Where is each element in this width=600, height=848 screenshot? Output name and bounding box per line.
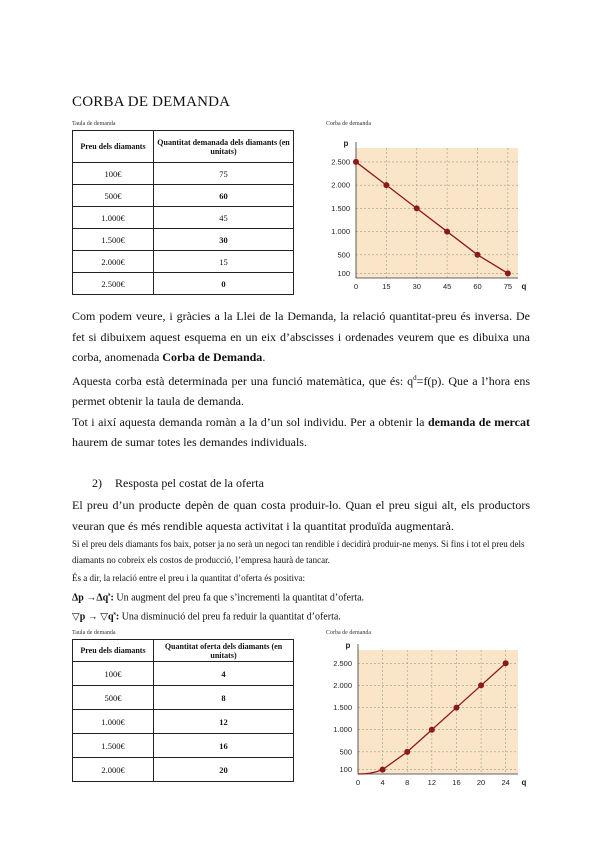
supply-paragraph: El preu d’un producte depèn de quan costa produir-lo. Quan el preu sigui alt, els productors veuran que és més rendible aquesta activitat i la quantitat produïda augmentarà. <box>72 498 530 533</box>
data-point <box>503 660 509 666</box>
decrease-colon: : <box>115 611 120 623</box>
demand-cell-quantity: 75 <box>154 163 294 185</box>
supply-cell-price: 100€ <box>73 662 154 686</box>
y-tick-label: 2.000 <box>333 680 352 690</box>
table-row <box>73 163 294 185</box>
demand-cell-price: 2.500€ <box>73 273 154 295</box>
data-point <box>404 749 410 755</box>
x-tick-label: 16 <box>452 778 461 787</box>
y-tick-label: 1.000 <box>331 227 350 237</box>
demand-curve-term: Corba de Demanda <box>162 350 263 364</box>
x-tick-label: 24 <box>501 778 510 787</box>
data-point <box>475 252 481 258</box>
data-point <box>453 705 459 711</box>
supply-cell-price: 1.500€ <box>73 734 154 758</box>
demand-chart <box>324 132 530 302</box>
data-point <box>478 682 484 688</box>
demand-cell-price: 500€ <box>73 185 154 207</box>
market-demand-term: demanda de mercat <box>427 414 530 429</box>
supply-cell-price: 500€ <box>73 686 154 710</box>
y-axis-label: p <box>345 641 351 650</box>
increase-symbol: Δp →Δq <box>72 592 109 604</box>
demand-cell-price: 1.500€ <box>73 229 154 251</box>
supply-chart <box>322 638 530 794</box>
supply-cell-quantity: 16 <box>154 734 294 758</box>
x-tick-label: 0 <box>355 778 361 787</box>
supply-cell-price: 1.000€ <box>73 710 154 734</box>
section-title: Resposta pel costat de la oferta <box>115 476 264 490</box>
y-tick-label: 2.500 <box>331 157 350 167</box>
x-tick-label: 0 <box>353 282 359 291</box>
demand-header-price: Preu dels diamants <box>73 131 154 163</box>
data-point <box>444 229 450 235</box>
table-row <box>73 207 294 229</box>
y-axis-label: p <box>343 139 349 148</box>
y-tick-label: 100 <box>339 765 352 775</box>
x-tick-label: 45 <box>442 282 452 291</box>
demand-p3-end: haurem de sumar totes les demandes individuals. <box>72 435 307 449</box>
section-number: 2) <box>92 476 102 490</box>
supply-cell-quantity: 4 <box>154 662 294 686</box>
demand-p2-text: Aquesta corba està determinada per una funció matemàtica, que és: q <box>72 373 414 388</box>
demand-cell-price: 2.000€ <box>73 251 154 273</box>
supply-note-1: Si el preu dels diamants fos baix, potser ja no serà un negoci tan rendible i decidirà produir-ne menys. Si fins i tot el preu dels diamants no cobreix els costos de producció, l’empresa haurà de tancar. <box>72 539 525 565</box>
x-tick-label: 60 <box>473 282 482 291</box>
data-point <box>383 182 389 188</box>
supply-rule-decrease <box>72 606 530 625</box>
demand-cell-quantity: 0 <box>154 273 294 295</box>
table-row <box>73 229 294 251</box>
x-tick-label: 30 <box>412 282 421 291</box>
x-tick-label: 8 <box>405 778 410 787</box>
x-tick-label: 20 <box>476 778 486 787</box>
table-row <box>73 251 294 273</box>
demand-p1-end: . <box>262 350 266 364</box>
demand-p2-sup: d <box>413 373 417 382</box>
supply-cell-price: 2.000€ <box>73 758 154 782</box>
demand-paragraph <box>72 306 530 453</box>
demand-p1-text: Com podem veure, i gràcies a la Llei de la Demanda, la relació quantitat-preu és inversa. De fet si dibuixem aquest esquema en un eix d’abscisses i ordenades veurem que es dibuixa una corba, anomenada <box>72 309 530 364</box>
x-axis-label: q <box>521 282 527 291</box>
y-tick-label: 1.500 <box>331 203 350 213</box>
demand-p2-end: =f(p). Que a l’hora ens permet obtenir la taula de demanda. <box>72 373 530 408</box>
x-tick-label: 12 <box>427 778 437 787</box>
page-title: CORBA DE DEMANDA <box>72 94 231 110</box>
supply-header-price: Preu dels diamants <box>73 640 154 662</box>
supply-cell-quantity: 8 <box>154 686 294 710</box>
y-tick-label: 500 <box>337 250 350 260</box>
demand-cell-quantity: 60 <box>154 185 294 207</box>
table-row <box>73 758 294 782</box>
demand-header-quantity: Quantitat demanada dels diamants (en unitats) <box>154 131 294 163</box>
y-tick-label: 500 <box>339 747 352 757</box>
x-tick-label: 4 <box>380 778 385 787</box>
increase-text: Un augment del preu fa que s’incrementi la quantitat d’oferta. <box>113 592 365 604</box>
increase-colon: : <box>110 592 114 604</box>
demand-cell-quantity: 45 <box>154 207 294 229</box>
supply-rule-increase <box>72 587 530 606</box>
supply-cell-quantity: 12 <box>154 710 294 734</box>
data-point <box>353 159 359 165</box>
y-tick-label: 2.000 <box>331 180 350 190</box>
decrease-sup: s <box>113 611 116 617</box>
demand-cell-quantity: 30 <box>154 229 294 251</box>
data-point <box>429 727 435 733</box>
demand-p3-text: Tot i així aquesta demanda romàn a la d’un sol individu. Per a obtenir la <box>72 414 428 429</box>
y-tick-label: 1.000 <box>333 725 352 735</box>
table-row <box>73 686 294 710</box>
demand-cell-price: 1.000€ <box>73 207 154 229</box>
data-point <box>414 205 420 211</box>
table-row <box>73 734 294 758</box>
demand-cell-price: 100€ <box>73 163 154 185</box>
decrease-text: Una disminució del preu fa reduir la quantitat d’oferta. <box>119 611 341 623</box>
supply-note-2: És a dir, la relació entre el preu i la quantitat d’oferta és positiva: <box>72 573 306 583</box>
demand-table <box>72 130 294 295</box>
data-point <box>380 767 386 773</box>
x-tick-label: 15 <box>382 282 391 291</box>
x-tick-label: 75 <box>503 282 513 291</box>
decrease-symbol: ▽p → ▽q <box>72 611 114 623</box>
x-axis-label: q <box>521 778 527 787</box>
plot-background <box>356 148 518 278</box>
y-tick-label: 2.500 <box>333 658 352 668</box>
y-tick-label: 1.500 <box>333 703 352 713</box>
table-row <box>73 710 294 734</box>
data-point <box>505 270 511 276</box>
supply-chart-caption: Corba de demanda <box>326 630 371 636</box>
demand-table-caption: Taula de demanda <box>72 121 116 127</box>
table-row <box>73 273 294 295</box>
supply-table <box>72 639 294 782</box>
supply-header-quantity: Quantitat oferta dels diamants (en unitats) <box>154 640 294 662</box>
y-tick-label: 100 <box>337 268 350 278</box>
supply-cell-quantity: 20 <box>154 758 294 782</box>
increase-sup: s <box>108 592 111 598</box>
table-row <box>73 662 294 686</box>
supply-table-caption: Taula de demanda <box>72 630 116 636</box>
section-heading <box>92 476 264 491</box>
demand-cell-quantity: 15 <box>154 251 294 273</box>
plot-background <box>358 650 518 774</box>
demand-chart-caption: Corba de demanda <box>326 121 371 127</box>
table-row <box>73 185 294 207</box>
